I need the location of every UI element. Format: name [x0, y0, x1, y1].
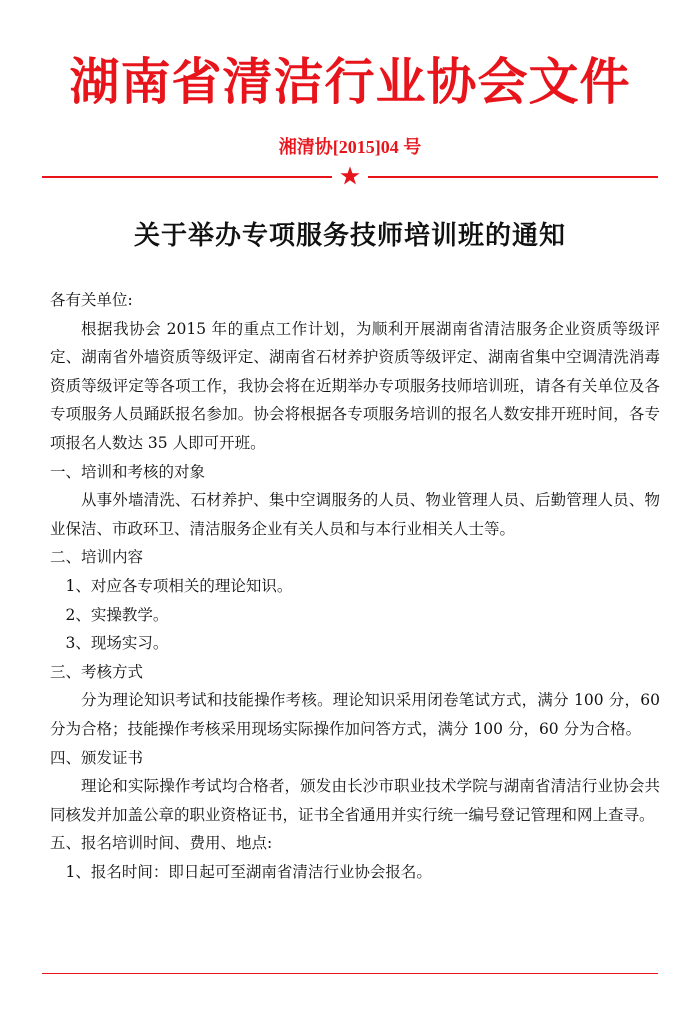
list-item: 2、实操教学。	[65, 605, 169, 624]
header-divider-left	[42, 176, 332, 178]
list-item: 3、现场实习。	[65, 634, 169, 653]
list-item: 1、对应各专项相关的理论知识。	[65, 576, 293, 595]
section-text-trainees: 从事外墙清洗、石材养护、集中空调服务的人员、物业管理人员、后勤管理人员、物业保洁、市政环卫、清洁服务企业有关人员和与本行业相关人士等。	[50, 491, 660, 538]
section-text-certificate: 理论和实际操作考试均合格者，颁发由长沙市职业技术学院与湖南省清洁行业协会共同核发并加盖公章的职业资格证书，证书全省通用并实行统一编号登记管理和网上查寻。	[50, 777, 660, 824]
red-star-icon	[339, 165, 361, 187]
footer-divider	[42, 973, 658, 974]
salutation: 各有关单位:	[50, 291, 133, 309]
section-heading-registration: 五、报名培训时间、费用、地点:	[50, 834, 273, 853]
section-heading-assessment: 三、考核方式	[50, 662, 144, 681]
section-heading-trainees: 一、培训和考核的对象	[50, 462, 206, 481]
notice-body	[50, 286, 660, 886]
header-divider-right	[368, 176, 658, 178]
section-heading-content: 二、培训内容	[50, 548, 144, 567]
notice-title: 关于举办专项服务技师培训班的通知	[133, 221, 566, 251]
document-header-title: 湖南省清洁行业协会文件	[69, 52, 631, 111]
list-item: 1、报名时间：即日起可至湖南省清洁行业协会报名。	[65, 862, 432, 881]
section-heading-certificate: 四、颁发证书	[50, 748, 144, 767]
section-text-assessment: 分为理论知识考试和技能操作考核。理论知识采用闭卷笔试方式，满分 100 分，60 分为合格；技能操作考核采用现场实际操作加问答方式，满分 100 分，60 分为合格。	[50, 691, 660, 738]
intro-paragraph: 根据我协会 2015 年的重点工作计划，为顺利开展湖南省清洁服务企业资质等级评定、湖南省外墙资质等级评定、湖南省石材养护资质等级评定、湖南省集中空调清洗消毒资质等级评定等各项工作，我协会将在近期举办专项服务技师培训班，请各有关单位及各专项服务人员踊跃报名参加。协会将根据各专项服务培训的报名人数安排开班时间，各专项报名人数达 35 人即可开班。	[50, 319, 660, 452]
document-number: 湘清协[2015]04 号	[278, 137, 422, 157]
